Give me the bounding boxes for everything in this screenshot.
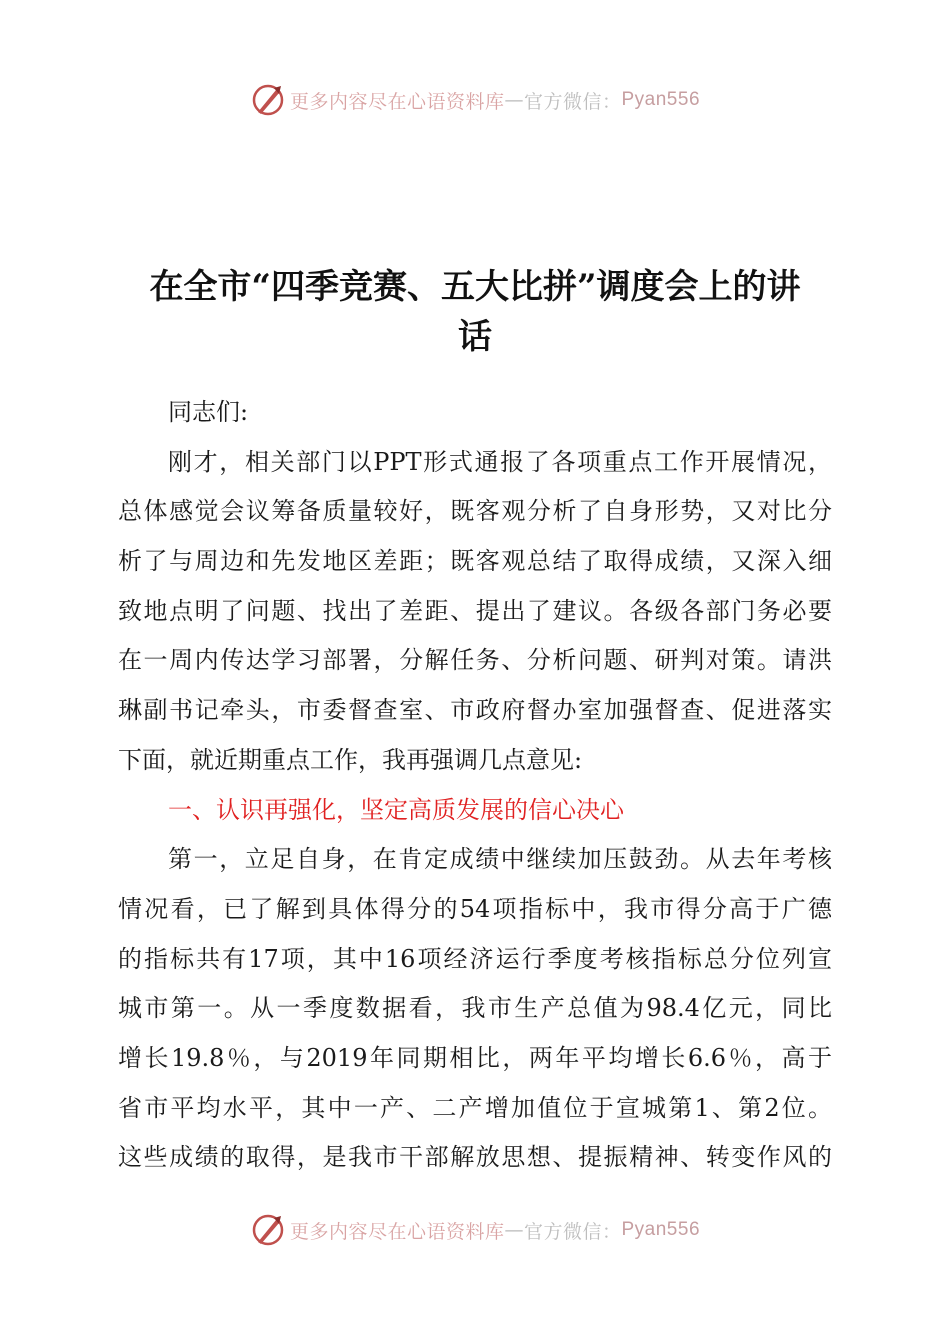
title-line-1: 在全市“四季竞赛、五大比拼”调度会上的讲 [149,267,801,307]
salutation: 同志们: [168,398,249,426]
watermark-head-text: 更多内容尽在心语资料库 [289,90,505,113]
watermark-dash: — [504,89,524,111]
document-title [118,262,832,362]
paragraph-line: 在一周内传达学习部署，分解任务、分析问题、研判对策。请洪 [118,646,832,675]
watermark-id: Pyan556 [621,1219,701,1240]
quill-logo-icon [250,1212,286,1248]
watermark-id: Pyan556 [621,89,701,110]
paragraph-line: 琳副书记牵头，市委督查室、市政府督办室加强督查、促进落实 [118,696,832,725]
watermark-footer [0,1212,950,1248]
paragraph-line: 总体感觉会议筹备质量较好，既客观分析了自身形势，又对比分 [118,497,832,526]
paragraph-line: 下面，就近期重点工作，我再强调几点意见: [118,745,583,774]
watermark-tail-text: 官方微信： [523,1220,622,1243]
paragraph-line: 情况看，已了解到具体得分的54项指标中，我市得分高于广德 [118,894,832,923]
section-heading: 一、认识再强化，坚定高质发展的信心决心 [168,796,624,824]
watermark-header [0,82,950,118]
paragraph-line: 城市第一。从一季度数据看，我市生产总值为98.4亿元，同比 [118,994,832,1023]
watermark-tail-text: 官方微信： [523,90,622,113]
watermark-dash: — [504,1219,524,1241]
title-line-2: 话 [458,317,492,357]
paragraph-line: 刚才，相关部门以PPT形式通报了各项重点工作开展情况， [168,447,832,476]
paragraph-line: 致地点明了问题、找出了差距、提出了建议。各级各部门务必要 [118,596,832,625]
paragraph-line: 的指标共有17项，其中16项经济运行季度考核指标总分位列宣 [118,944,832,973]
paragraph-line: 这些成绩的取得，是我市干部解放思想、提振精神、转变作风的 [118,1143,832,1172]
document-body [118,388,832,1183]
watermark-head-text: 更多内容尽在心语资料库 [289,1220,505,1243]
paragraph-line: 第一，立足自身，在肯定成绩中继续加压鼓劲。从去年考核 [168,845,832,874]
paragraph-line: 析了与周边和先发地区差距；既客观总结了取得成绩，又深入细 [118,547,832,576]
quill-logo-icon [250,82,286,118]
paragraph-line: 增长19.8％，与2019年同期相比，两年平均增长6.6％，高于 [118,1043,832,1072]
paragraph-line: 省市平均水平，其中一产、二产增加值位于宣城第1、第2位。 [118,1093,832,1122]
